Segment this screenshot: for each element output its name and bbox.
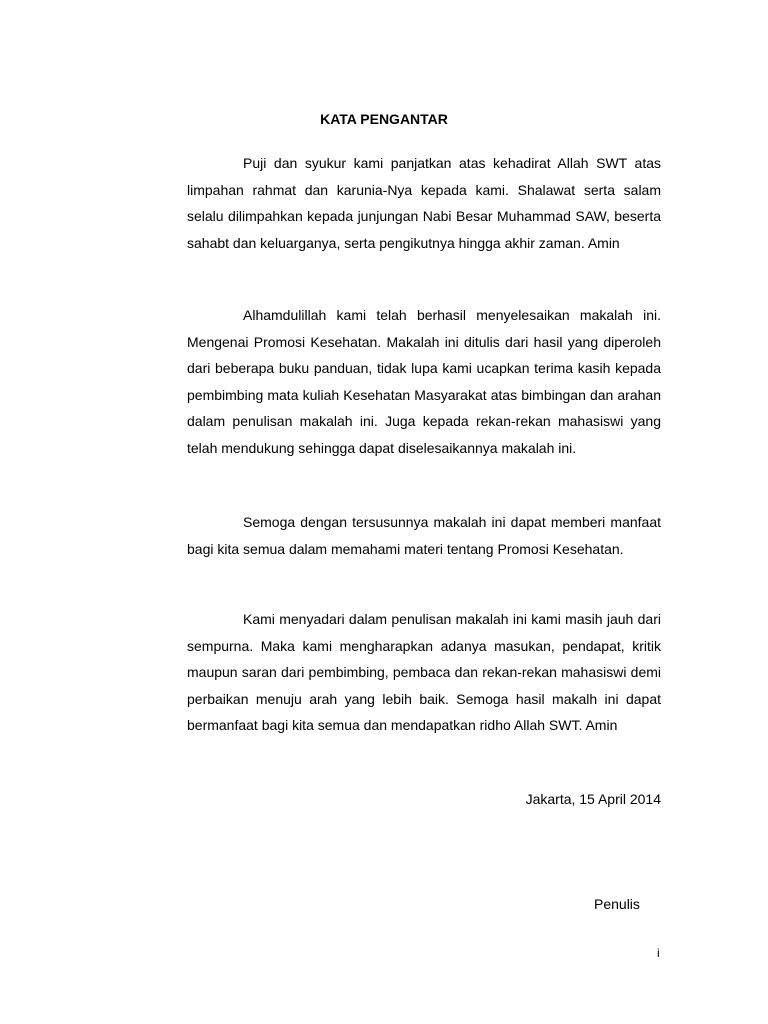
page-number: i xyxy=(657,946,660,960)
page-title: KATA PENGANTAR xyxy=(320,111,448,127)
paragraph-gratitude: Alhamdulillah kami telah berhasil menyelesaikan makalah ini. Mengenai Promosi Kesehatan. Makalah ini ditulis dari hasil yang diperoleh dari beberapa buku panduan, tidak lupa kami ucapkan terima kasih kepada pembimbing mata kuliah Kesehatan Masyarakat atas bimbingan dan arahan dalam penulisan makalah ini. Juga kepada rekan-rekan mahasiswi yang telah mendukung sehingga dapat diselesaikannya makalah ini. xyxy=(187,307,661,456)
place-date: Jakarta, 15 April 2014 xyxy=(525,791,661,807)
paragraph-hope: Semoga dengan tersusunnya makalah ini dapat memberi manfaat bagi kita semua dalam memahami materi tentang Promosi Kesehatan. xyxy=(187,514,661,557)
signer: Penulis xyxy=(594,896,640,912)
paragraph-opening: Puji dan syukur kami panjatkan atas kehadirat Allah SWT atas limpahan rahmat dan karunia-Nya kepada kami. Shalawat serta salam selalu dilimpahkan kepada junjungan Nabi Besar Muhammad SAW, beserta sahabt dan keluarganya, serta pengikutnya hingga akhir zaman. Amin xyxy=(187,155,661,251)
paragraph-closing: Kami menyadari dalam penulisan makalah ini kami masih jauh dari sempurna. Maka kami mengharapkan adanya masukan, pendapat, kritik maupun saran dari pembimbing, pembaca dan rekan-rekan mahasiswi demi perbaikan menuju arah yang lebih baik. Semoga hasil makalh ini dapat bermanfaat bagi kita semua dan mendapatkan ridho Allah SWT. Amin xyxy=(187,611,661,734)
